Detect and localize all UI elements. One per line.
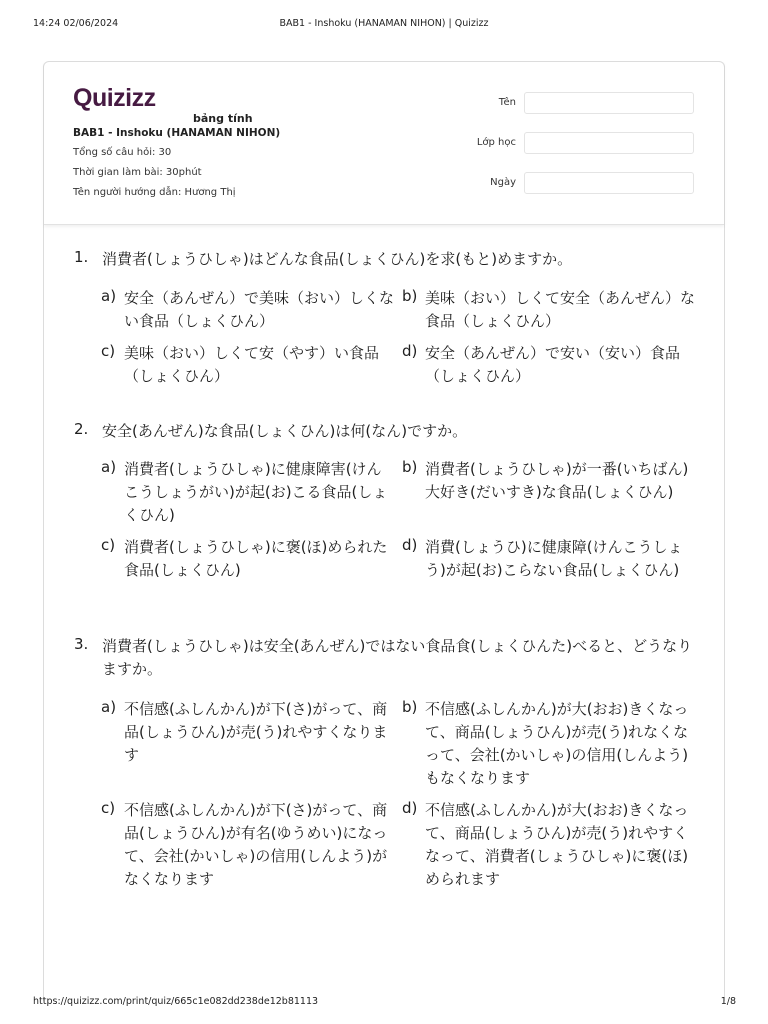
logo-wordmark: Quizizz [73,84,156,112]
print-footer [0,996,768,1010]
option-letter: d) [402,342,418,360]
option-text: 不信感(ふしんかん)が大(おお)きくなって、商品(しょうひん)が売(う)れなくなって、会社(かいしゃ)の信用(しんよう)もなくなります [425,700,689,787]
date-field[interactable] [524,172,694,194]
option-text: 消費者(しょうひしゃ)が一番(いちばん)大好き(だいすき)な食品(しょくひん) [425,460,689,501]
option-letter: a) [101,287,117,305]
print-datetime: 14:24 02/06/2024 [33,18,119,29]
option-letter: c) [101,799,116,817]
option-text: 安全（あんぜん）で美味（おい）しくない食品（しょくひん） [124,289,395,330]
option-letter: a) [101,698,117,716]
option-text: 美味（おい）しくて安全（あんぜん）な食品（しょくひん） [425,289,696,330]
option-text: 美味（おい）しくて安（やす）い食品（しょくひん） [124,344,380,385]
option-letter: a) [101,458,117,476]
print-page-title: BAB1 - Inshoku (HANAMAN NIHON) | Quizizz [279,18,489,29]
option-letter: d) [402,799,418,817]
option-letter: b) [402,698,418,716]
total-questions: Tổng số câu hỏi: 30 [73,147,172,158]
option-letter: d) [402,536,418,554]
option-letter: c) [101,536,116,554]
option-letter: b) [402,287,418,305]
option-letter: b) [402,458,418,476]
name-label: Tên [498,97,516,108]
option-text: 消費者(しょうひしゃ)に健康障害(けんこうしょうがい)が起(お)こる食品(しょくひん) [124,460,388,524]
instructor-name: Tên người hướng dẫn: Hương Thị [73,187,236,198]
question-text: 消費者(しょうひしゃ)はどんな食品(しょくひん)を求(もと)めますか。 [102,250,573,268]
class-field[interactable] [524,132,694,154]
option-letter: c) [101,342,116,360]
question-text: 安全(あんぜん)な食品(しょくひん)は何(なん)ですか。 [102,422,468,440]
option-text: 不信感(ふしんかん)が大(おお)きくなって、商品(しょうひん)が売(う)れやすくなって、消費者(しょうひしゃ)に褒(ほ)められます [425,801,689,888]
name-field[interactable] [524,92,694,114]
quiz-title: BAB1 - Inshoku (HANAMAN NIHON) [73,127,281,139]
option-text: 消費者(しょうひしゃ)に褒(ほ)められた食品(しょくひん) [124,538,388,579]
question-number: 3. [74,635,89,653]
question-number: 1. [74,248,89,266]
date-label: Ngày [490,177,516,188]
info-panel [44,62,724,225]
page-number: 1/8 [720,996,736,1007]
option-text: 不信感(ふしんかん)が下(さ)がって、商品(しょうひん)が売(う)れやすくなります [124,700,388,764]
print-header [0,18,768,32]
option-text: 安全（あんぜん）で安い（安い）食品（しょくひん） [425,344,681,385]
option-text: 消費(しょうひ)に健康障(けんこうしょう)が起(お)こらない食品(しょくひん) [425,538,683,579]
worksheet [43,61,725,1001]
option-text: 不信感(ふしんかん)が下(さ)がって、商品(しょうひん)が有名(ゆうめい)になって、会社(かいしゃ)の信用(しんよう)がなくなります [124,801,388,888]
time-limit: Thời gian làm bài: 30phút [73,167,202,178]
question-text: 消費者(しょうひしゃ)は安全(あんぜん)ではない食品食(しょくひんた)べると、どうなりますか。 [102,637,693,678]
logo-subtitle: bảng tính [193,112,253,125]
question-number: 2. [74,420,89,438]
print-url[interactable]: https://quizizz.com/print/quiz/665c1e082dd238de12b81113 [33,996,319,1007]
class-label: Lớp học [476,137,516,148]
